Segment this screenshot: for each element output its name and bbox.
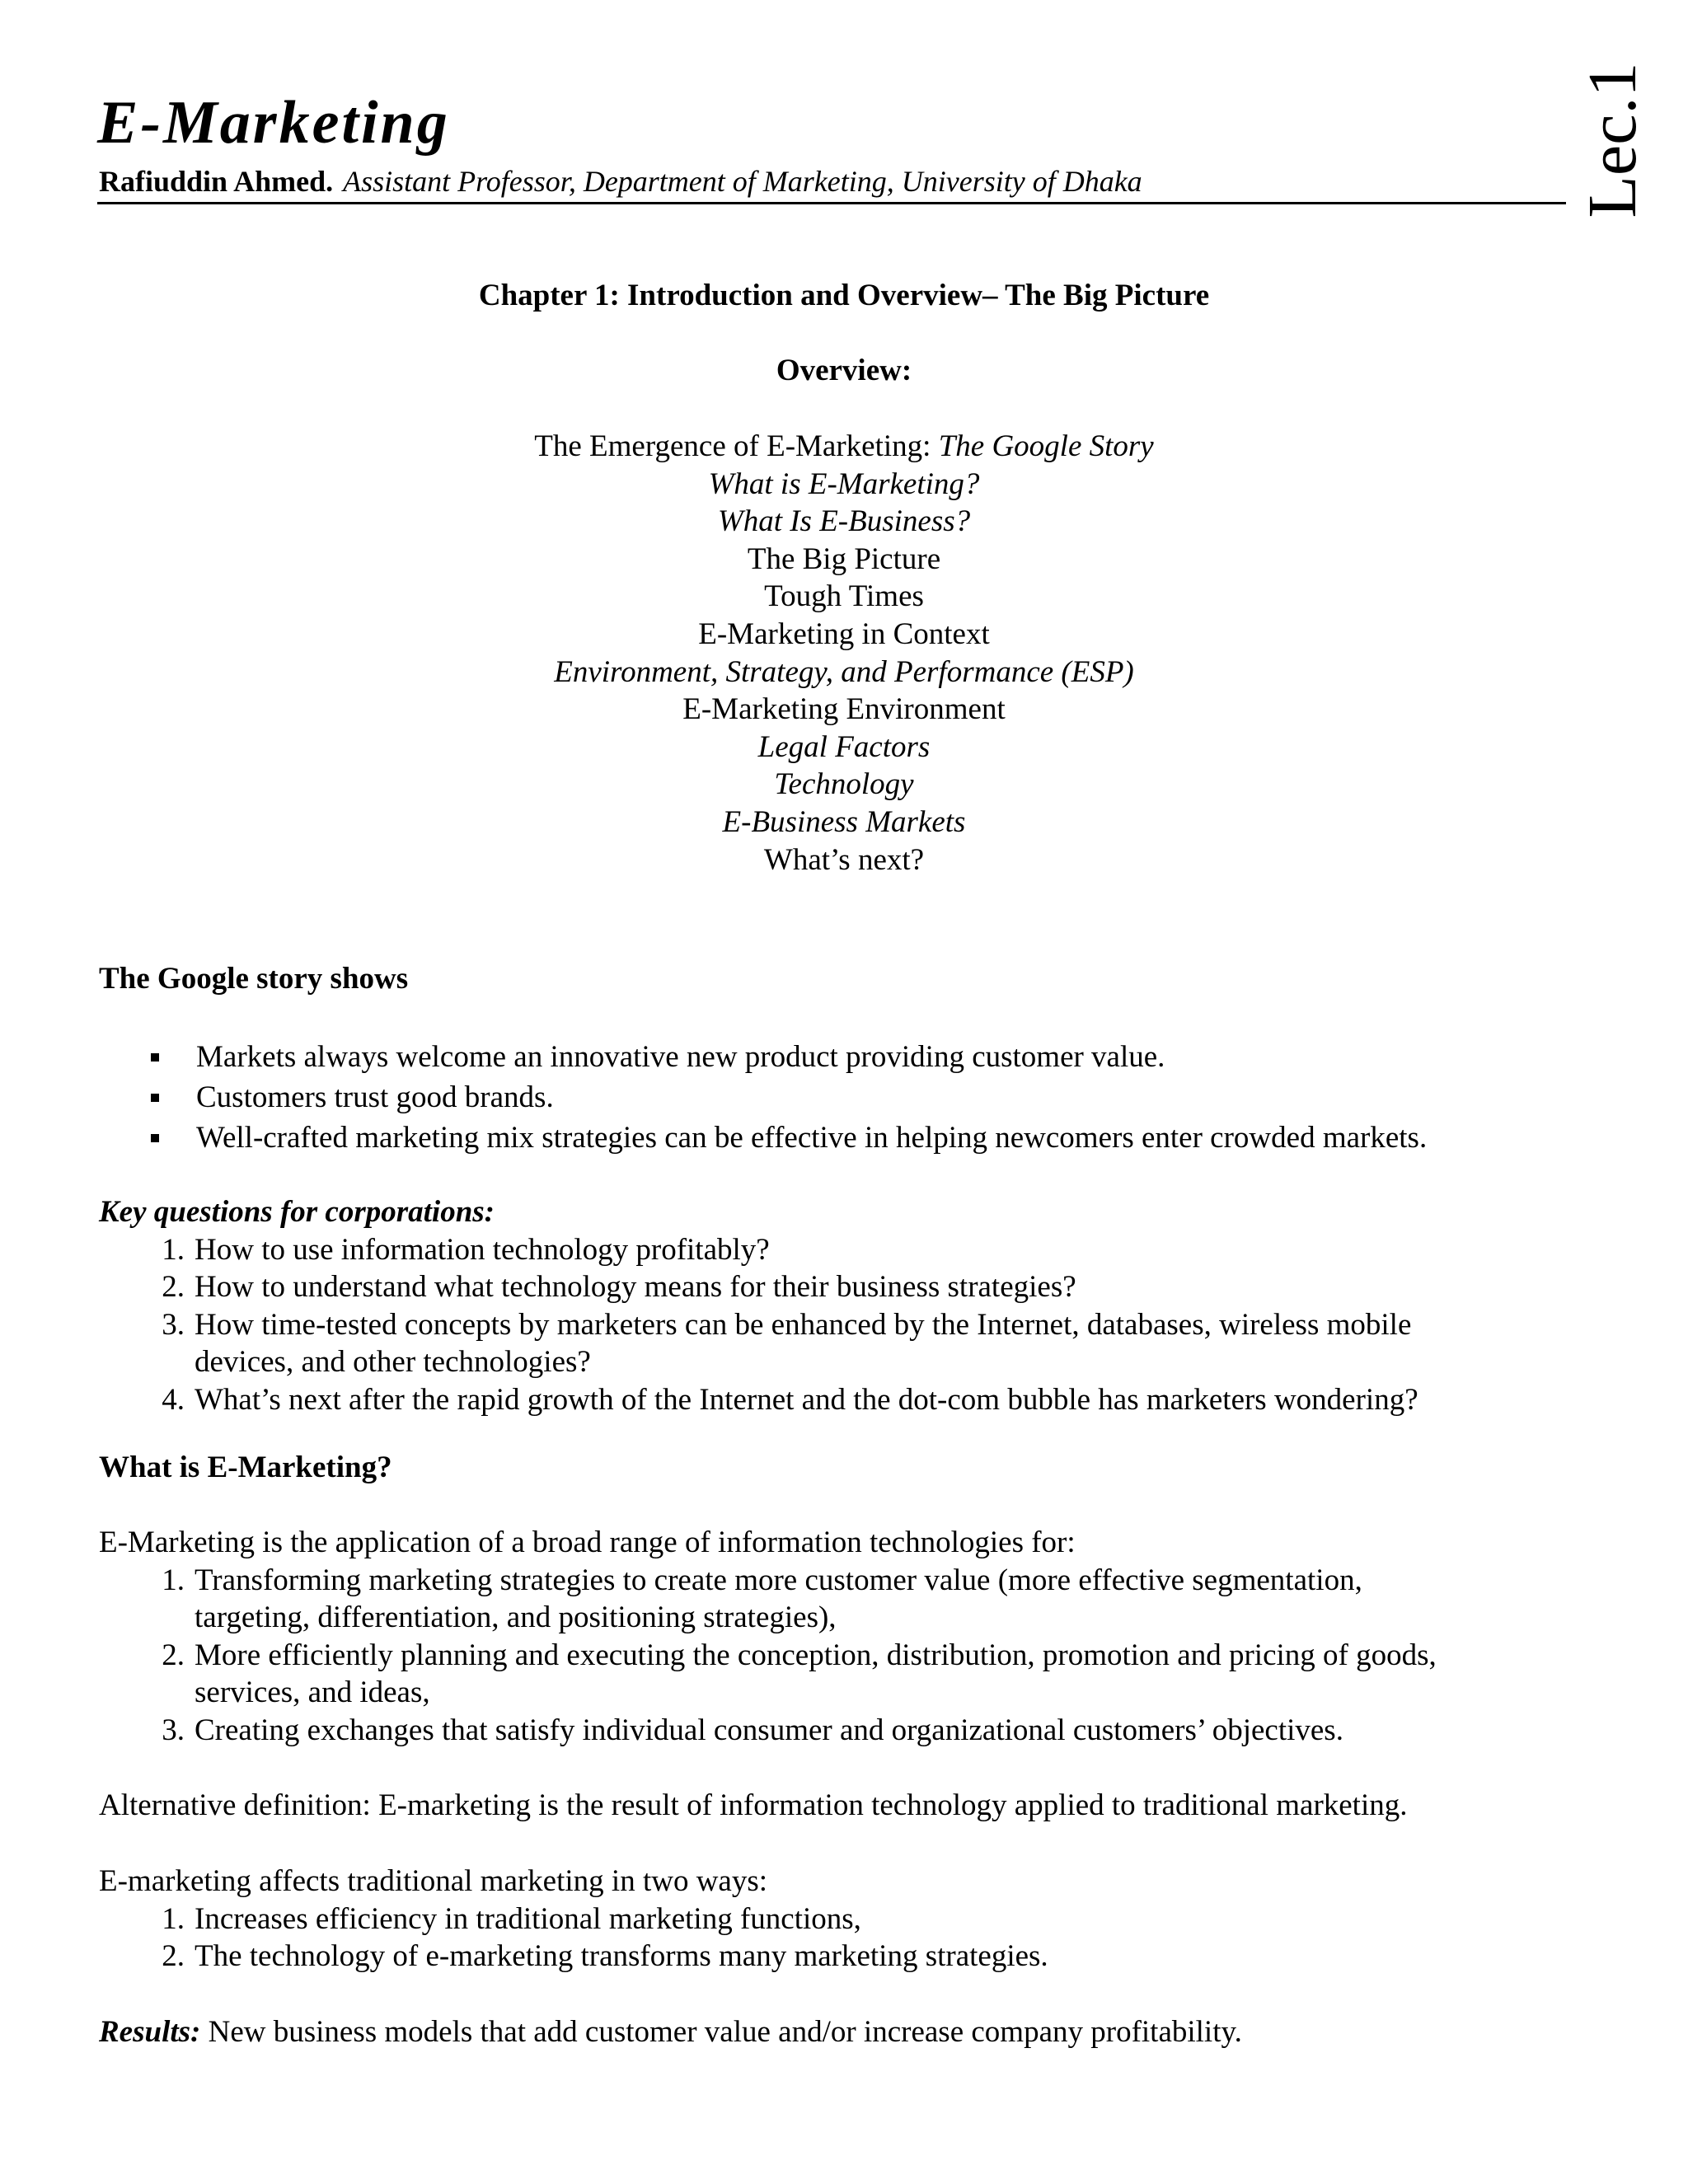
item-text: The technology of e-marketing transforms many marketing strategies. — [195, 1939, 1048, 1974]
results-label: Results: — [99, 2015, 201, 2049]
square-bullet-icon — [151, 1053, 159, 1062]
item-text: How to understand what technology means for their business strategies? — [195, 1270, 1076, 1305]
numbered-item — [99, 1562, 1582, 1637]
numbered-item — [99, 1637, 1582, 1712]
overview-item: What Is E-Business? — [717, 504, 971, 539]
item-text: What’s next after the rapid growth of the Internet and the dot-com bubble has marketers wondering? — [195, 1382, 1418, 1417]
bullet-item — [99, 1077, 1582, 1118]
document-title: E-Marketing — [97, 89, 450, 157]
numbered-item — [99, 1938, 1582, 1975]
item-text-continued: targeting, differentiation, and positioning strategies), — [195, 1601, 837, 1635]
google-story-heading: The Google story shows — [99, 962, 409, 996]
overview-item: E-Marketing in Context — [698, 616, 990, 651]
overview-item-plain: The Emergence of E-Marketing: — [534, 429, 931, 463]
what-is-section — [99, 1524, 1582, 1750]
item-number: 1. — [162, 1563, 185, 1597]
bullet-item — [99, 1037, 1582, 1077]
alternative-definition: Alternative definition: E-marketing is the result of information technology applied to traditional marketing. — [99, 1788, 1408, 1822]
results-line — [99, 2013, 1582, 2051]
item-text: How time-tested concepts by marketers can be enhanced by the Internet, databases, wireless mobile — [195, 1307, 1412, 1342]
google-story-bullets — [99, 1037, 1582, 1158]
affects-list — [99, 1900, 1582, 1975]
square-bullet-icon — [151, 1094, 159, 1102]
overview-item: Environment, Strategy, and Performance (ESP) — [554, 654, 1134, 689]
numbered-item — [99, 1268, 1582, 1306]
item-number: 4. — [162, 1382, 185, 1417]
overview-heading: Overview: — [776, 354, 912, 387]
square-bullet-icon — [151, 1134, 159, 1142]
overview-item: What is E-Marketing? — [708, 466, 980, 501]
overview-item: E-Marketing Environment — [682, 692, 1006, 727]
byline — [99, 164, 1142, 199]
overview-item: Technology — [774, 767, 914, 802]
overview-item — [0, 428, 1688, 466]
item-number: 1. — [162, 1901, 185, 1936]
affects-intro: E-marketing affects traditional marketing in two ways: — [99, 1864, 768, 1898]
lecture-label: Lec.1 — [1574, 62, 1651, 218]
header-divider — [97, 202, 1566, 204]
overview-item: Legal Factors — [757, 729, 931, 764]
item-text: Transforming marketing strategies to create more customer value (more effective segmentation, — [195, 1563, 1362, 1597]
numbered-item — [99, 1712, 1582, 1750]
item-number: 3. — [162, 1713, 185, 1747]
item-text: Creating exchanges that satisfy individual consumer and organizational customers’ objectives. — [195, 1713, 1343, 1747]
item-text: How to use information technology profitably? — [195, 1232, 770, 1267]
numbered-item — [99, 1306, 1582, 1381]
overview-list — [0, 428, 1688, 879]
item-number: 2. — [162, 1270, 185, 1305]
overview-item-italic: The Google Story — [938, 429, 1154, 463]
item-number: 1. — [162, 1232, 185, 1267]
item-text-continued: services, and ideas, — [195, 1675, 430, 1710]
overview-item: The Big Picture — [747, 541, 941, 576]
what-is-heading: What is E-Marketing? — [99, 1451, 392, 1484]
key-questions-section — [99, 1193, 1582, 1419]
item-number: 2. — [162, 1939, 185, 1974]
numbered-item — [99, 1231, 1582, 1269]
item-text-continued: devices, and other technologies? — [195, 1345, 591, 1380]
overview-item: Tough Times — [764, 579, 924, 614]
bullet-text: Customers trust good brands. — [196, 1080, 554, 1114]
chapter-title: Chapter 1: Introduction and Overview– The Big Picture — [478, 279, 1210, 312]
what-is-list — [99, 1562, 1582, 1750]
bullet-text: Well-crafted marketing mix strategies can be effective in helping newcomers enter crowded markets. — [196, 1121, 1428, 1155]
numbered-item — [99, 1381, 1582, 1419]
item-number: 2. — [162, 1638, 185, 1672]
affects-section — [99, 1863, 1582, 1975]
item-text: Increases efficiency in traditional marketing functions, — [195, 1901, 861, 1936]
bullet-item — [99, 1118, 1582, 1158]
results-text: New business models that add customer value and/or increase company profitability. — [208, 2015, 1242, 2049]
overview-item: E-Business Markets — [722, 804, 966, 839]
bullet-text: Markets always welcome an innovative new product providing customer value. — [196, 1040, 1165, 1074]
item-number: 3. — [162, 1307, 185, 1342]
author-affiliation: Assistant Professor, Department of Marketing, University of Dhaka — [343, 165, 1142, 198]
key-questions-list — [99, 1231, 1582, 1419]
author-name: Rafiuddin Ahmed. — [99, 165, 334, 198]
key-questions-heading: Key questions for corporations: — [99, 1195, 495, 1229]
numbered-item — [99, 1900, 1582, 1938]
item-text: More efficiently planning and executing the conception, distribution, promotion and pricing of goods, — [195, 1638, 1437, 1672]
overview-item: What’s next? — [763, 842, 925, 877]
what-is-intro: E-Marketing is the application of a broad range of information technologies for: — [99, 1526, 1076, 1559]
